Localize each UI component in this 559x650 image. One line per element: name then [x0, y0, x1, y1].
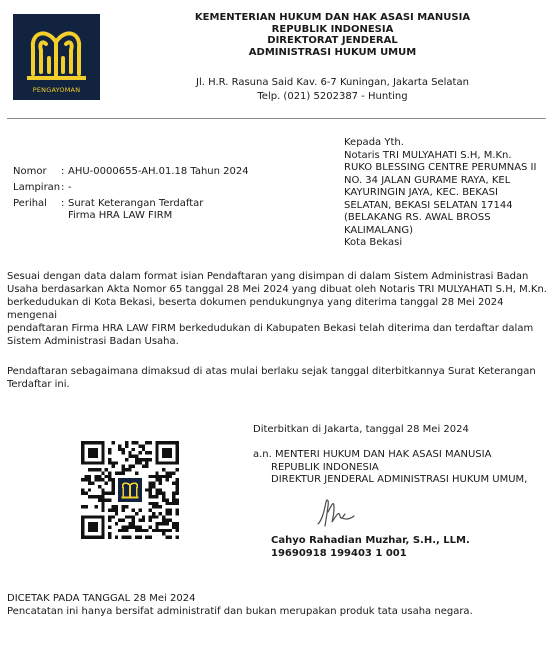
paragraph-line: Pendaftaran sebagaimana dimaksud di atas mulai berlaku sejak tanggal diterbitkannya Surat Keterangan: [7, 366, 536, 377]
ministry-logo: [13, 14, 100, 100]
signatory-nip: 19690918 199403 1 001: [271, 548, 407, 559]
letterhead-divider: [7, 118, 546, 119]
issued-place-date: Diterbitkan di Jakarta, tanggal 28 Mei 2024: [253, 424, 469, 435]
letterhead-address: Jl. H.R. Rasuna Said Kav. 6-7 Kuningan, Jakarta Selatan: [196, 77, 469, 88]
paragraph-line: pendaftaran Firma HRA LAW FIRM berkedudukan di Kabupaten Bekasi telah diterima dan terdaftar dalam: [7, 323, 534, 334]
recipient-line: RUKO BLESSING CENTRE PERUMNAS II: [344, 162, 537, 173]
disclaimer-note: Pencatatan ini hanya bersifat administratif dan bukan merupakan produk tata usaha negara.: [7, 606, 473, 617]
nomor-label: Nomor: [13, 166, 47, 177]
qr-code: [81, 441, 179, 539]
paragraph-line: berkedudukan di Kota Bekasi, beserta dokumen pendukungnya yang diterima tanggal 28 Mei 2024 mengenai: [7, 297, 504, 321]
recipient-line: Kota Bekasi: [344, 237, 403, 248]
perihal-value: [68, 198, 203, 222]
body-paragraph-2: [7, 365, 547, 391]
authority-line: REPUBLIK INDONESIA: [271, 461, 379, 473]
authority-line: DIREKTUR JENDERAL ADMINISTRASI HUKUM UMUM,: [271, 474, 528, 485]
signatory-name: Cahyo Rahadian Muzhar, S.H., LLM.: [271, 535, 470, 546]
paragraph-line: Terdaftar ini.: [7, 379, 70, 390]
paragraph-line: Sistem Administrasi Badan Usaha.: [7, 336, 179, 347]
perihal-label: Perihal: [13, 198, 47, 209]
perihal-line: Surat Keterangan Terdaftar: [68, 198, 204, 209]
lampiran-colon: :: [61, 182, 65, 193]
printed-date: DICETAK PADA TANGGAL 28 Mei 2024: [7, 593, 196, 604]
recipient-line: Notaris TRI MULYAHATI S.H, M.Kn.: [344, 149, 512, 161]
logo-caption: PENGAYOMAN: [32, 86, 81, 94]
letterhead-line: DIREKTORAT JENDERAL: [267, 35, 398, 46]
body-paragraph-1: [7, 270, 547, 348]
letterhead-title: [120, 12, 545, 58]
recipient-address: [344, 137, 544, 250]
paragraph-line: Usaha berdasarkan Akta Nomor 65 tanggal 28 Mei 2024 yang dibuat oleh Notaris TRI MULYAHATI S.H, M.Kn.: [7, 284, 547, 295]
recipient-line: Kepada Yth.: [344, 137, 404, 148]
lampiran-value: -: [68, 182, 72, 193]
letterhead-phone: Telp. (021) 5202387 - Hunting: [257, 91, 408, 102]
handwritten-signature: [312, 490, 358, 530]
authority-line: a.n. MENTERI HUKUM DAN HAK ASASI MANUSIA: [253, 449, 492, 460]
recipient-line: KAYURINGIN JAYA, KEC. BEKASI: [344, 187, 498, 198]
signatory-authority: [253, 449, 527, 487]
perihal-colon: :: [61, 198, 65, 209]
nomor-value: AHU-0000655-AH.01.18 Tahun 2024: [68, 166, 249, 177]
letterhead-line: REPUBLIK INDONESIA: [271, 23, 394, 35]
recipient-line: KALIMALANG): [344, 224, 413, 236]
recipient-line: SELATAN, BEKASI SELATAN 17144: [344, 199, 513, 211]
recipient-line: NO. 34 JALAN GURAME RAYA, KEL: [344, 174, 511, 186]
paragraph-line: Sesuai dengan data dalam format isian Pendaftaran yang disimpan di dalam Sistem Administrasi Badan: [7, 271, 529, 282]
letterhead-line: ADMINISTRASI HUKUM UMUM: [248, 46, 417, 58]
nomor-colon: :: [61, 166, 65, 177]
letterhead-line: KEMENTERIAN HUKUM DAN HAK ASASI MANUSIA: [194, 12, 471, 23]
perihal-line: Firma HRA LAW FIRM: [68, 210, 173, 221]
lampiran-label: Lampiran: [13, 182, 61, 193]
recipient-line: (BELAKANG RS. AWAL BROSS: [344, 212, 491, 223]
